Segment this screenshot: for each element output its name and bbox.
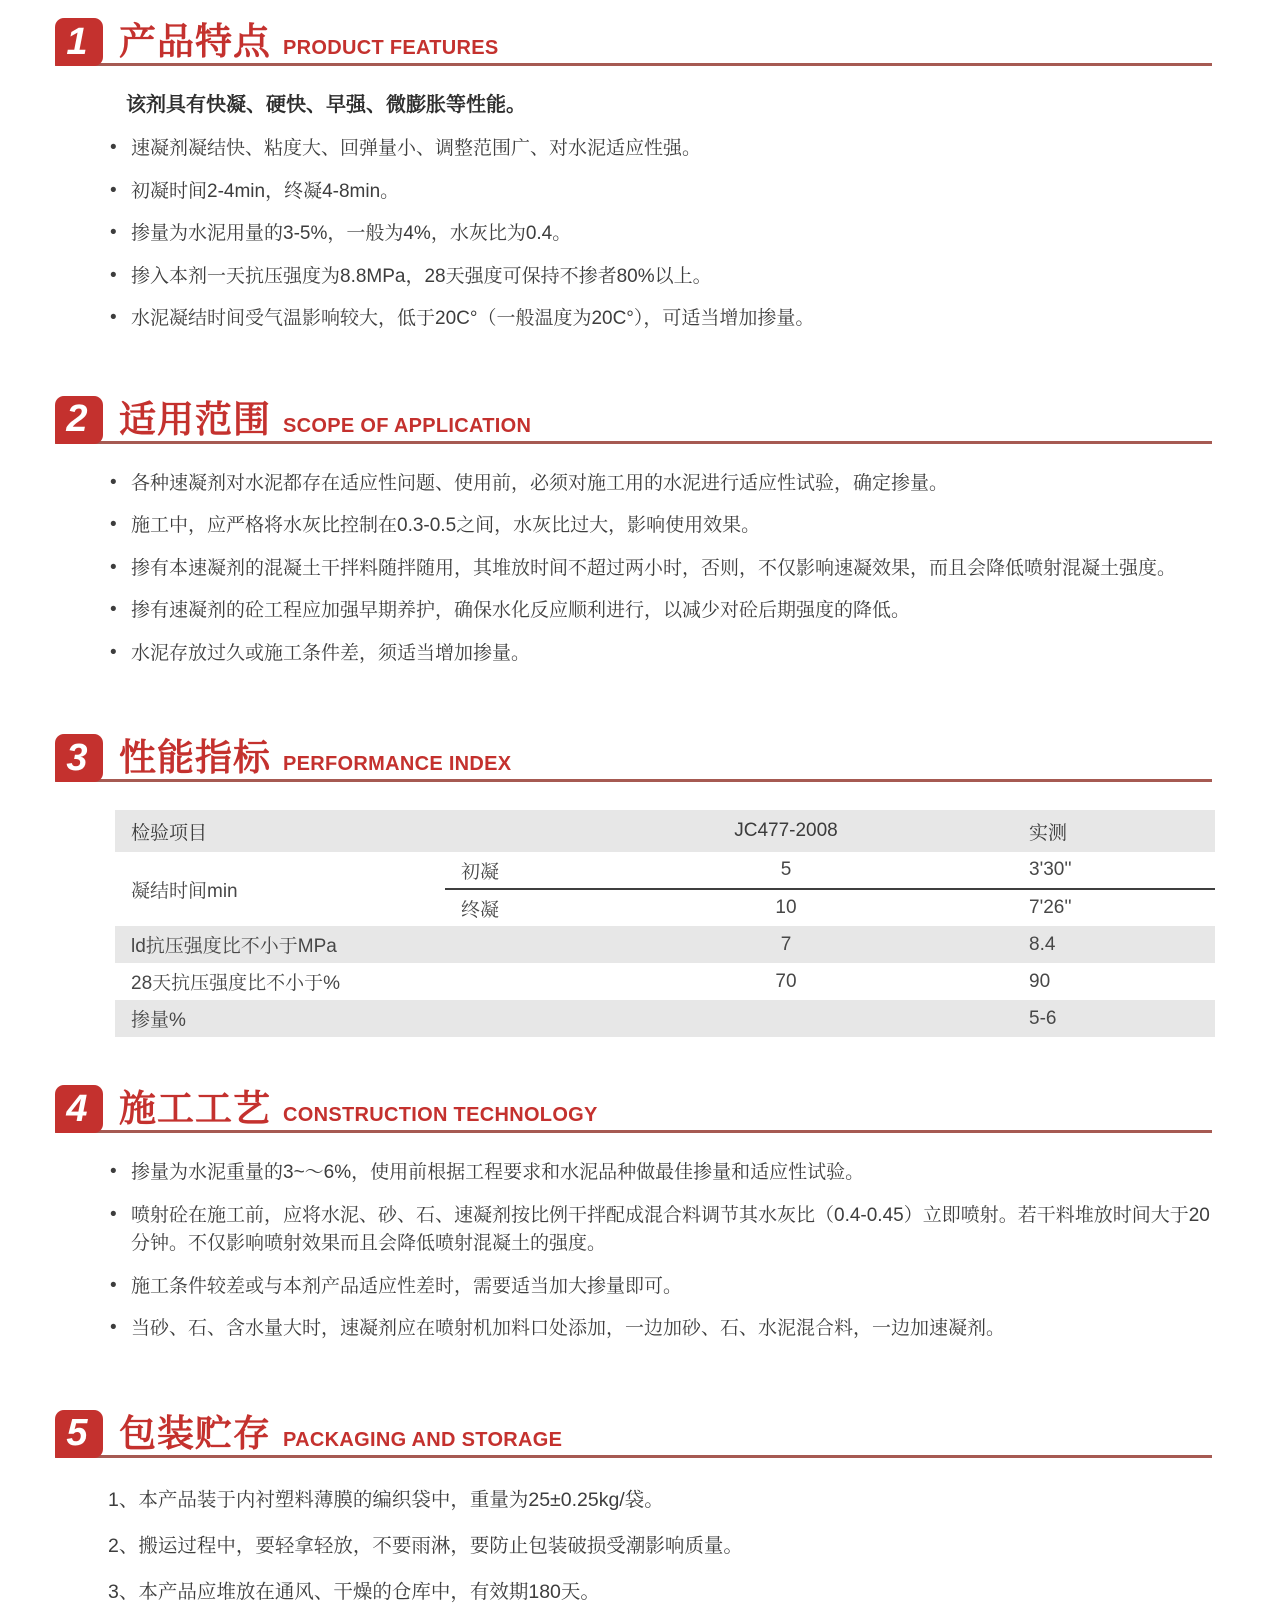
table-cell: 5 [643,852,929,889]
section-number-badge: 2 [55,396,103,444]
bullet-item: • 初凝时间2-4min，终凝4-8min。 [108,178,1225,207]
performance-table [115,810,1215,1037]
table-row [115,926,1215,963]
bullet-item: • 水泥存放过久或施工条件差，须适当增加掺量。 [108,640,1225,669]
table-cell [445,963,643,1000]
numbered-item: 3、本产品应堆放在通风、干燥的仓库中，有效期180天。 [108,1581,600,1603]
bullet-item: • 掺量为水泥用量的3-5%，一般为4%，水灰比为0.4。 [108,220,1225,249]
section-header [55,734,1212,782]
table-cell: 掺量% [115,1000,445,1037]
bullet-item: • 掺有速凝剂的砼工程应加强早期养护，确保水化反应顺利进行，以减少对砼后期强度的降低。 [108,597,1225,626]
table-cell: 90 [1029,970,1051,992]
section-title-en: PERFORMANCE INDEX [283,753,512,775]
table-header-cell [445,810,643,852]
table-cell: 70 [775,970,797,992]
bullet-item: • 掺量为水泥重量的3~～6%，使用前根据工程要求和水泥品种做最佳掺量和适应性试验。 [108,1159,1225,1188]
section-title-zh: 产品特点 [119,21,271,62]
table-cell: 10 [775,897,797,918]
bullet-list [108,135,1225,334]
section-header [55,1410,1212,1458]
section-title-en: PACKAGING AND STORAGE [283,1428,563,1451]
section-number-badge: 3 [55,734,103,782]
section-number-badge: 5 [55,1410,103,1458]
section-scope-of-application [0,396,1280,669]
section-packaging-and-storage [0,1410,1280,1608]
bullet-item: • 喷射砼在施工前，应将水泥、砂、石、速凝剂按比例干拌配成混合料调节其水灰比（0.4-0.45）立即喷射。若干料堆放时间大于20分钟。不仅影响喷射效果而且会降低喷射混凝土的强度。 [108,1202,1225,1259]
table-cell: 28天抗压强度比不小于% [131,973,341,994]
section-product-features [0,18,1280,334]
bullet-item: • 速凝剂凝结快、粘度大、回弹量小、调整范围广、对水泥适应性强。 [108,135,1225,164]
section-title-en: PRODUCT FEATURES [283,37,499,59]
table-cell: 终凝 [461,899,500,921]
table-cell: 7'26'' [1029,897,1072,918]
table-cell: 初凝 [445,852,643,889]
table-row [115,852,1215,889]
table-cell: 凝结时间min [131,880,238,902]
section-title-zh: 适用范围 [119,398,271,440]
bullet-item: • 掺有本速凝剂的混凝土干拌料随拌随用，其堆放时间不超过两小时，否则，不仅影响速凝效果，而且会降低喷射混凝土强度。 [108,555,1225,584]
table-header-cell: 实测 [929,810,1215,852]
table-row [115,1000,1215,1037]
section-header [55,18,1212,66]
table-cell [445,926,643,963]
section-number-badge: 4 [55,1085,103,1133]
bullet-item: • 水泥凝结时间受气温影响较大，低于20C°（一般温度为20C°），可适当增加掺量。 [108,305,1225,334]
section-construction-technology [0,1085,1280,1344]
section-title-zh: 施工工艺 [119,1088,271,1129]
numbered-item: 2、搬运过程中，要轻拿轻放，不要雨淋，要防止包装破损受潮影响质量。 [108,1534,743,1557]
table-header-row [115,810,1215,852]
bullet-item: • 掺入本剂一天抗压强度为8.8MPa，28天强度可保持不掺者80%以上。 [108,263,1225,292]
table-header-cell: 检验项目 [115,810,445,852]
table-cell: 8.4 [929,926,1215,963]
section-number-badge: 1 [55,18,103,66]
section-title-en: CONSTRUCTION TECHNOLOGY [283,1104,598,1126]
table-cell: 3'30'' [929,852,1215,889]
table-header-cell: JC477-2008 [643,810,929,852]
bullet-item: • 施工条件较差或与本剂产品适应性差时，需要适当加大掺量即可。 [108,1273,1225,1302]
table-cell: 5-6 [929,1000,1215,1037]
table-cell: ld抗压强度比不小于MPa [115,926,445,963]
numbered-item: 1、本产品装于内衬塑料薄膜的编织袋中，重量为25±0.25kg/袋。 [108,1488,664,1511]
bullet-item: • 施工中，应严格将水灰比控制在0.3-0.5之间，水灰比过大，影响使用效果。 [108,512,1225,541]
section-intro: 该剂具有快凝、硬快、早强、微膨胀等性能。 [126,94,526,116]
table-cell: 7 [643,926,929,963]
table-cell [445,1000,643,1037]
section-title-en: SCOPE OF APPLICATION [283,414,532,437]
bullet-list [108,470,1225,669]
bullet-item: • 当砂、石、含水量大时，速凝剂应在喷射机加料口处添加，一边加砂、石、水泥混合料，一边加速凝剂。 [108,1315,1225,1344]
bullet-list [108,1159,1225,1344]
section-title-zh: 性能指标 [119,737,271,778]
numbered-list [108,1486,1225,1608]
section-title-zh: 包装贮存 [119,1412,271,1454]
table-row [115,963,1215,1000]
section-header [55,1085,1212,1133]
section-performance-index [0,734,1280,1037]
section-header [55,396,1212,444]
table-cell [643,1000,929,1037]
bullet-item: • 各种速凝剂对水泥都存在适应性问题、使用前，必须对施工用的水泥进行适应性试验，确定掺量。 [108,470,1225,499]
